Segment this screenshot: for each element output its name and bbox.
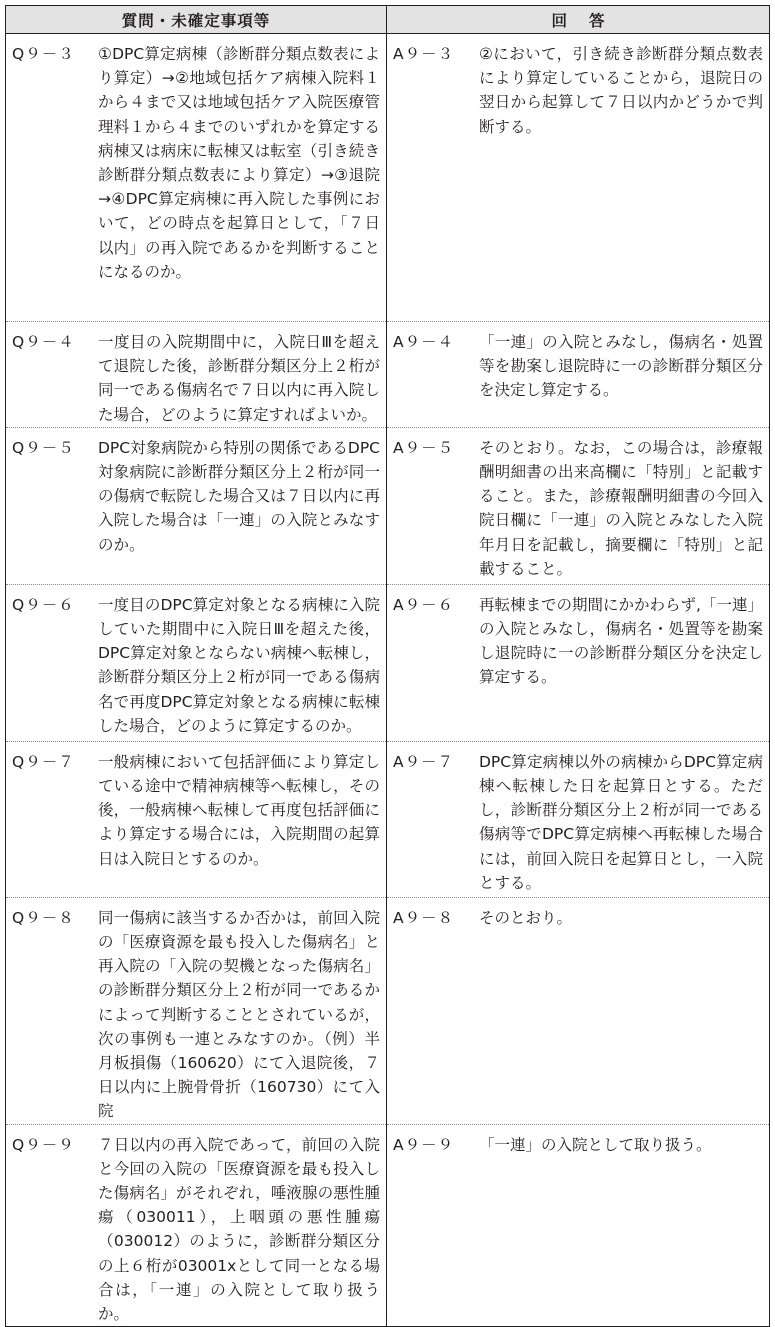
answer-label: A９－３ [393, 45, 455, 63]
question-text: ①DPC算定病棟（診断群分類点数表により算定）→②地域包括ケア病棟入院料１から４まで又は地域包括ケア入院医療管理料１から４までのいずれかを算定する病棟又は病床に転棟又は転室（引き続き診断群分類点数表により算定）→③退院→④DPC算定病棟に再入院した事例において，どの時点を起算日として，「７日以内」の再入院であるかを判断することになるのか。 [98, 45, 380, 281]
answer-text: DPC算定病棟以外の病棟からDPC算定病棟へ転棟した日を起算日とする。ただし，診断群分類区分上２桁が同一である傷病等でDPC算定病棟へ再転棟した場合には，前回入院日を起算日とし，一入院とする。 [479, 752, 763, 892]
question-label: Q９－９ [12, 1135, 75, 1154]
question-cell [6, 34, 387, 322]
question-label: Q９－４ [12, 333, 75, 351]
question-cell [6, 897, 387, 1124]
table-row [6, 584, 770, 741]
answer-text: 「一連」の入院として取り扱う。 [479, 1135, 712, 1154]
question-cell [6, 741, 387, 897]
answer-label: A９－７ [393, 752, 455, 771]
answer-label: A９－５ [393, 438, 455, 457]
answer-text: そのとおり。なお，この場合は，診療報酬明細書の出来高欄に「特別」と記載すること。また，診療報酬明細書の今回入院日欄に「一連」の入院とみなした入院年月日を記載し，摘要欄に「特別」と記載すること。 [479, 438, 763, 578]
question-text: 一般病棟において包括評価により算定している途中で精神病棟等へ転棟し，その後，一般病棟へ転棟して再度包括評価により算定する場合には，入院期間の起算日は入院日とするのか。 [98, 752, 380, 868]
table-row [6, 897, 770, 1124]
answer-label: A９－９ [393, 1135, 455, 1154]
table-row [6, 34, 770, 322]
answer-cell [387, 897, 770, 1124]
answer-text: 再転棟までの期間にかかわらず,「一連」の入院とみなし，傷病名・処置等を勘案し退院時に一の診断群分類区分を決定し算定する。 [479, 595, 763, 687]
qa-table [5, 5, 770, 1327]
table-row [6, 741, 770, 897]
answer-text: 「一連」の入院とみなし，傷病名・処置等を勘案し退院時に一の診断群分類区分を決定し算定する。 [479, 333, 763, 400]
question-label: Q９－６ [12, 595, 75, 614]
question-label: Q９－７ [12, 752, 75, 771]
header-answer: 回答 [387, 6, 770, 34]
answer-cell [387, 1124, 770, 1327]
question-label: Q９－３ [12, 45, 75, 63]
answer-text: ②において，引き続き診断群分類点数表により算定していることから，退院日の翌日から起算して７日以内かどうかで判断する。 [479, 45, 763, 136]
answer-text: そのとおり。 [479, 908, 573, 927]
answer-cell [387, 34, 770, 322]
table-row [6, 322, 770, 428]
question-cell [6, 322, 387, 428]
answer-label: A９－８ [393, 908, 455, 927]
answer-cell [387, 741, 770, 897]
question-text: DPC対象病院から特別の関係であるDPC対象病院に診断群分類区分上２桁が同一の傷病で転院した場合又は７日以内に再入院した場合は「一連」の入院とみなすのか。 [98, 438, 380, 554]
question-text: 一度目の入院期間中に，入院日Ⅲを超えて退院した後，診断群分類区分上２桁が同一である傷病名で７日以内に再入院した場合，どのように算定すればよいか。 [98, 333, 380, 424]
question-label: Q９－８ [12, 908, 75, 927]
answer-label: A９－６ [393, 595, 455, 614]
table-row [6, 1124, 770, 1327]
table-header-row [6, 6, 770, 34]
answer-cell [387, 322, 770, 428]
question-text: ７日以内の再入院であって，前回の入院と今回の入院の「医療資源を最も投入した傷病名」がそれぞれ，唾液腺の悪性腫瘍（030011），上咽頭の悪性腫瘍（030012）のように，診断群分類区分の上６桁が03001xとして同一となる場合は，「一連」の入院として取り扱うか。 [98, 1135, 380, 1324]
answer-label: A９－４ [393, 333, 455, 351]
question-label: Q９－５ [12, 438, 75, 457]
question-text: 同一傷病に該当するか否かは，前回入院の「医療資源を最も投入した傷病名」と再入院の「入院の契機となった傷病名」の診断群分類区分上２桁が同一であるかによって判断することとされているが，次の事例も一連とみなすのか。（例）半月板損傷（160620）にて入退院後，７日以内に上腕骨骨折（160730）にて入院 [98, 908, 380, 1121]
question-text: 一度目のDPC算定対象となる病棟に入院していた期間中に入院日Ⅲを超えた後，DPC算定対象とならない病棟へ転棟し，診断群分類区分上２桁が同一である傷病名で再度DPC算定対象となる病棟に転棟した場合，どのように算定するのか。 [98, 595, 380, 735]
header-question: 質問・未確定事項等 [6, 6, 387, 34]
question-cell [6, 427, 387, 584]
question-cell [6, 1124, 387, 1327]
answer-cell [387, 427, 770, 584]
table-row [6, 427, 770, 584]
question-cell [6, 584, 387, 741]
answer-cell [387, 584, 770, 741]
